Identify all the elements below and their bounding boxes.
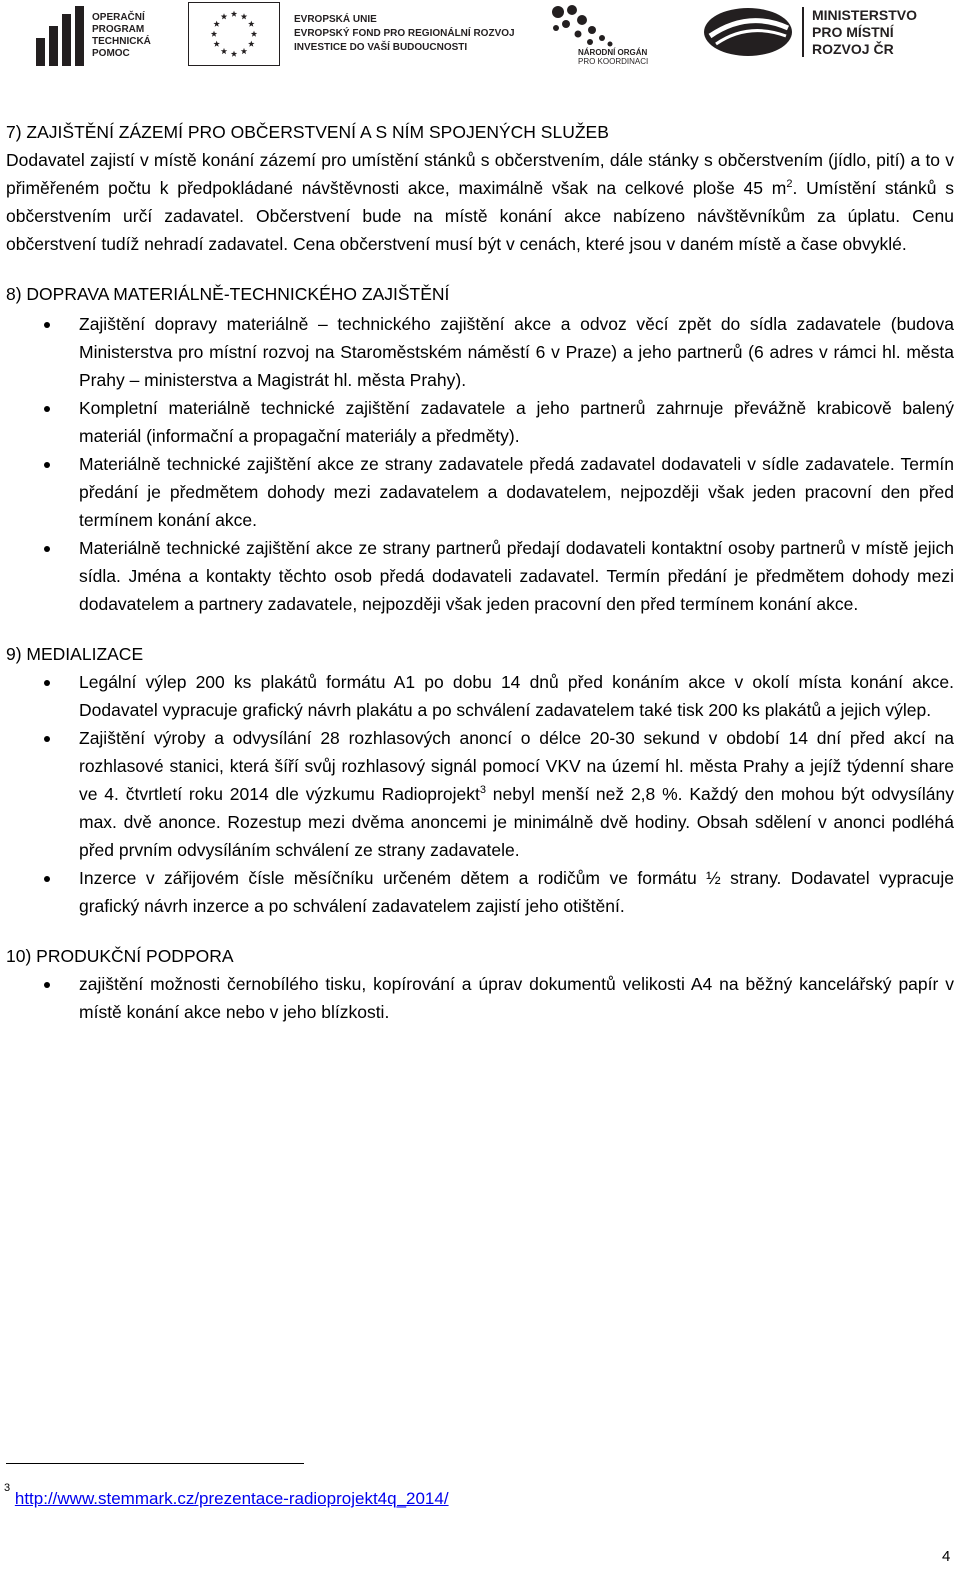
logo2-line2: EVROPSKÝ FOND PRO REGIONÁLNÍ ROZVOJ — [294, 28, 515, 39]
footnote-divider — [6, 1463, 304, 1464]
logo1-line4: POMOC — [92, 48, 130, 59]
s9-item-2a: Zajištění výroby a odvysílání 28 rozhlasových anoncí o délce 20-30 sekund v období 14 dní před akcí na rozhlasové stanici, která šíří svůj rozhlasový signál pomocí VKV na území hl. města Prahy a jejíž týdenní share ve 4. čtvrtletí roku 2014 dle výzkumu Radioprojekt — [79, 728, 954, 804]
list-item — [6, 394, 954, 450]
logo1-line3: TECHNICKÁ — [92, 36, 151, 47]
page-number: 4 — [942, 1548, 951, 1565]
logo2-line1: EVROPSKÁ UNIE — [294, 14, 377, 25]
s8-item-2: Kompletní materiálně technické zajištění zadavatele a jeho partnerů zahrnuje převážně krabicově balený materiál (informační a propagační materiály a předměty). — [79, 398, 954, 446]
s7-text-a: Dodavatel zajistí v místě konání zázemí pro umístění stánků s občerstvením, dále stánky s občerstvením (jídlo, pití) a to v přiměřeném počtu k předpokládané návštěvnosti akce, maximálně však na celkové ploše 45 m — [6, 150, 954, 198]
bullet-icon — [44, 462, 50, 468]
logo1-line1: OPERAČNÍ — [92, 12, 145, 23]
bullet-icon — [44, 680, 50, 686]
bullet-icon — [44, 406, 50, 412]
section-9-heading: 9) MEDIALIZACE — [6, 644, 144, 664]
section-7-heading: 7) ZAJIŠTĚNÍ ZÁZEMÍ PRO OBČERSTVENÍ A S NÍM SPOJENÝCH SLUŽEB — [6, 122, 609, 142]
s9-footnote-ref[interactable]: 3 — [479, 784, 486, 797]
s9-item-2b: nebyl menší než 2,8 %. Každý den mohou být odvysílány max. dvě anonce. Rozestup mezi dvěma anoncemi je minimálně dvě hodiny. Obsah sdělení v anonci podléhá před prvním odvysíláním schválení ze strany zadavatele. — [79, 784, 954, 860]
s8-item-4: Materiálně technické zajištění akce ze strany partnerů předají dodavateli kontaktní osoby partnerů v místě jejich sídla. Jména a kontakty těchto osob předá dodavateli zadavatel. Termín předání je předmětem dohody mezi dodavatelem a partnery zadavatele, nejpozději však jeden pracovní den před termínem konání akce. — [79, 538, 954, 614]
logo4-line3: ROZVOJ ČR — [812, 40, 894, 57]
nok-dots-icon — [548, 2, 618, 48]
footnote-link[interactable]: http://www.stemmark.cz/prezentace-radioprojekt4q_2014/ — [14, 1489, 449, 1508]
bullet-icon — [44, 876, 50, 882]
list-item — [6, 864, 954, 920]
bullet-icon — [44, 546, 50, 552]
list-item — [6, 724, 954, 864]
section-10-list — [6, 970, 954, 1026]
s10-item-1: zajištění možnosti černobílého tisku, kopírování a úprav dokumentů velikosti A4 na běžný kancelářský papír v místě konání akce nebo v jeho blízkosti. — [79, 974, 954, 1022]
section-7-paragraph — [6, 146, 954, 258]
s8-item-3: Materiálně technické zajištění akce ze strany zadavatele předá zadavatel dodavateli v sídle zadavatele. Termín předání je předmětem dohody mezi zadavatelem a dodavatelem, nejpozději však jeden pracovní den před termínem konání akce. — [79, 454, 954, 530]
logo1-line2: PROGRAM — [92, 24, 145, 35]
logo-mmr — [702, 6, 917, 58]
section-8-list — [6, 310, 954, 618]
bullet-icon — [44, 982, 50, 988]
section-8-heading: 8) DOPRAVA MATERIÁLNĚ-TECHNICKÉHO ZAJIŠTĚNÍ — [6, 284, 450, 304]
logo2-line3: INVESTICE DO VAŠÍ BUDOUCNOSTI — [294, 42, 468, 53]
s7-text-b: . Umístění stánků s občerstvením určí zadavatel. Občerstvení bude na místě konání akce nabízeno návštěvníkům za úplatu. Cenu občerstvení tudíž nehradí zadavatel. Cena občerstvení musí být v cenách, které jsou v daném místě a čase obvyklé. — [6, 178, 955, 254]
section-9-list — [6, 668, 954, 920]
bullet-icon — [44, 736, 50, 742]
logo3-line2: PRO KOORDINACI — [578, 57, 649, 66]
logo-optp — [36, 6, 151, 66]
list-item — [6, 310, 954, 394]
section-10-heading: 10) PRODUKČNÍ PODPORA — [6, 946, 234, 966]
eu-flag-icon — [188, 2, 280, 66]
list-item — [6, 450, 954, 534]
list-item — [6, 668, 954, 724]
bullet-icon — [44, 322, 50, 328]
s8-item-1: Zajištění dopravy materiálně – technického zajištění akce a odvoz věcí zpět do sídla zadavatele (budova Ministerstva pro místní rozvoj na Staroměstském náměstí 6 v Praze) a jeho partnerů (6 adres v rámci hl. města Prahy – ministerstva a Magistrát hl. města Prahy). — [79, 314, 954, 390]
footnote — [4, 1482, 449, 1512]
logo-eu — [188, 2, 515, 66]
s9-item-1: Legální výlep 200 ks plakátů formátu A1 po dobu 14 dnů před konáním akce v okolí místa konání akce. Dodavatel vypracuje grafický návrh plakátu a po schválení zadavatelem také tisk 200 ks plakátů a jejich výlep. — [79, 672, 954, 720]
footnote-mark: 3 — [4, 1482, 11, 1494]
s7-sup: 2 — [786, 178, 793, 191]
mmr-emblem-icon — [702, 6, 794, 58]
document-body — [6, 118, 954, 1026]
s9-item-3: Inzerce v zářijovém čísle měsíčníku určeném dětem a rodičům ve formátu ½ strany. Dodavatel vypracuje grafický návrh inzerce a po schválení zadavatelem zajistí jeho otištění. — [79, 868, 954, 916]
logo4-line2: PRO MÍSTNÍ — [812, 23, 894, 40]
optp-bars-icon — [36, 6, 86, 66]
logo4-line1: MINISTERSTVO — [812, 6, 918, 23]
header-logos — [0, 0, 960, 72]
logo-nok — [548, 2, 648, 66]
logo3-line1: NÁRODNÍ ORGÁN — [578, 48, 648, 57]
list-item — [6, 534, 954, 618]
list-item — [6, 970, 954, 1026]
